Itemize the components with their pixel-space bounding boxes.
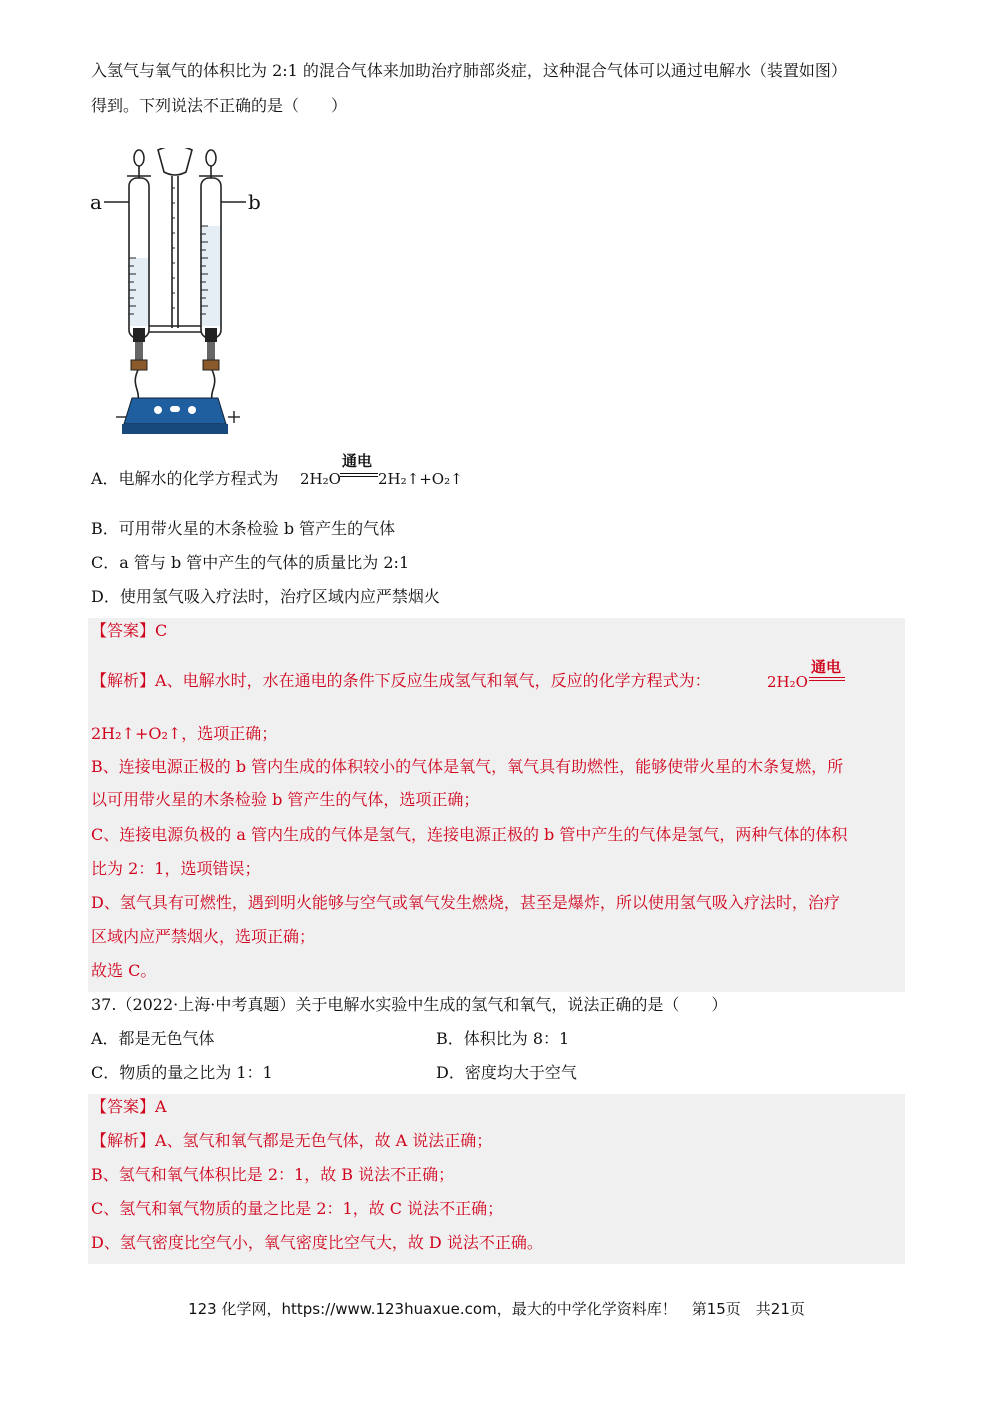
- figure-label-b: b: [248, 190, 261, 214]
- q36-option-a-text: A．电解水的化学方程式为: [91, 469, 279, 488]
- q37-analysis-a-line: [91, 1130, 492, 1152]
- q37-option-d: D．密度均大于空气: [436, 1063, 577, 1082]
- q36-analysis-a1: A、电解水时，水在通电的条件下反应生成氢气和氧气，反应的化学方程式为：: [155, 671, 711, 690]
- q36-option-d: D．使用氢气吸入疗法时，治疗区域内应严禁烟火: [91, 587, 440, 606]
- q36-analysis-equation-lhs: 2H₂O: [767, 673, 808, 691]
- figure-label-a: a: [90, 190, 102, 214]
- page-footer: 123 化学网，https://www.123huaxue.com，最大的中学化学资料库！ 第15页 共21页: [188, 1300, 805, 1318]
- q36-analysis-arrow-bar-top: [809, 677, 845, 678]
- q37-option-c: C．物质的量之比为 1：1: [91, 1063, 273, 1082]
- q36-answer: 【答案】C: [91, 621, 168, 640]
- q36-analysis-a-line1: [91, 670, 711, 692]
- q36-analysis-b-line1: B、连接电源正极的 b 管内生成的体积较小的气体是氧气，氧气具有助燃性，能够使带火星的木条复燃，所: [91, 757, 844, 776]
- q36-stem-line2: 得到。下列说法不正确的是（ ）: [91, 96, 348, 115]
- q37-option-b: B．体积比为 8：1: [436, 1029, 570, 1048]
- q37-option-a: A．都是无色气体: [91, 1029, 215, 1048]
- q37-answer: 【答案】A: [91, 1097, 167, 1116]
- q36-analysis-equation-condition: 通电: [811, 658, 842, 676]
- q36-option-a-arrow-bar-bottom: [340, 476, 378, 477]
- q36-option-a-rhs: 2H₂↑+O₂↑: [378, 470, 463, 488]
- q36-analysis-d-line1: D、氢气具有可燃性，遇到明火能够与空气或氧气发生燃烧，甚至是爆炸，所以使用氢气吸入疗法时，治疗: [91, 893, 840, 912]
- q36-analysis-label: 【解析】: [91, 671, 156, 690]
- q36-analysis-c-line1: C、连接电源负极的 a 管内生成的气体是氢气，连接电源正极的 b 管中产生的气体是氢气，两种气体的体积: [91, 825, 848, 844]
- q36-option-c: C．a 管与 b 管中产生的气体的质量比为 2:1: [91, 553, 410, 572]
- q37-stem: 37.（2022·上海·中考真题）关于电解水实验中生成的氢气和氧气，说法正确的是（ ）: [91, 995, 728, 1014]
- q36-option-a-lhs: 2H₂O: [300, 470, 341, 488]
- q36-analysis-d-line2: 区域内应严禁烟火，选项正确；: [91, 927, 316, 946]
- q36-option-a-arrow-bar-top: [340, 473, 378, 474]
- q36-analysis-arrow-bar-bottom: [809, 680, 845, 681]
- q36-analysis-c-line2: 比为 2：1，选项错误；: [91, 859, 261, 878]
- q36-conclusion: 故选 C。: [91, 961, 157, 980]
- q37-analysis-label: 【解析】: [91, 1131, 156, 1150]
- q37-analysis-d: D、氢气密度比空气小，氧气密度比空气大，故 D 说法不正确。: [91, 1233, 543, 1252]
- q36-option-b: B．可用带火星的木条检验 b 管产生的气体: [91, 519, 396, 538]
- q36-analysis-b-line2: 以可用带火星的木条检验 b 管产生的气体，选项正确；: [91, 790, 480, 809]
- electrolysis-apparatus-figure: [88, 148, 261, 440]
- q36-stem-line1: 入氢气与氧气的体积比为 2:1 的混合气体来加助治疗肺部炎症，这种混合气体可以通过电解水（装置如图）: [91, 61, 847, 80]
- q37-analysis-c: C、氢气和氧气物质的量之比是 2：1，故 C 说法不正确；: [91, 1199, 504, 1218]
- q36-option-a-condition: 通电: [342, 452, 373, 470]
- q37-analysis-b: B、氢气和氧气体积比是 2：1，故 B 说法不正确；: [91, 1165, 455, 1184]
- q37-analysis-a: A、氢气和氧气都是无色气体，故 A 说法正确；: [155, 1131, 493, 1150]
- q36-analysis-a-line2: 2H₂↑+O₂↑，选项正确；: [91, 724, 278, 743]
